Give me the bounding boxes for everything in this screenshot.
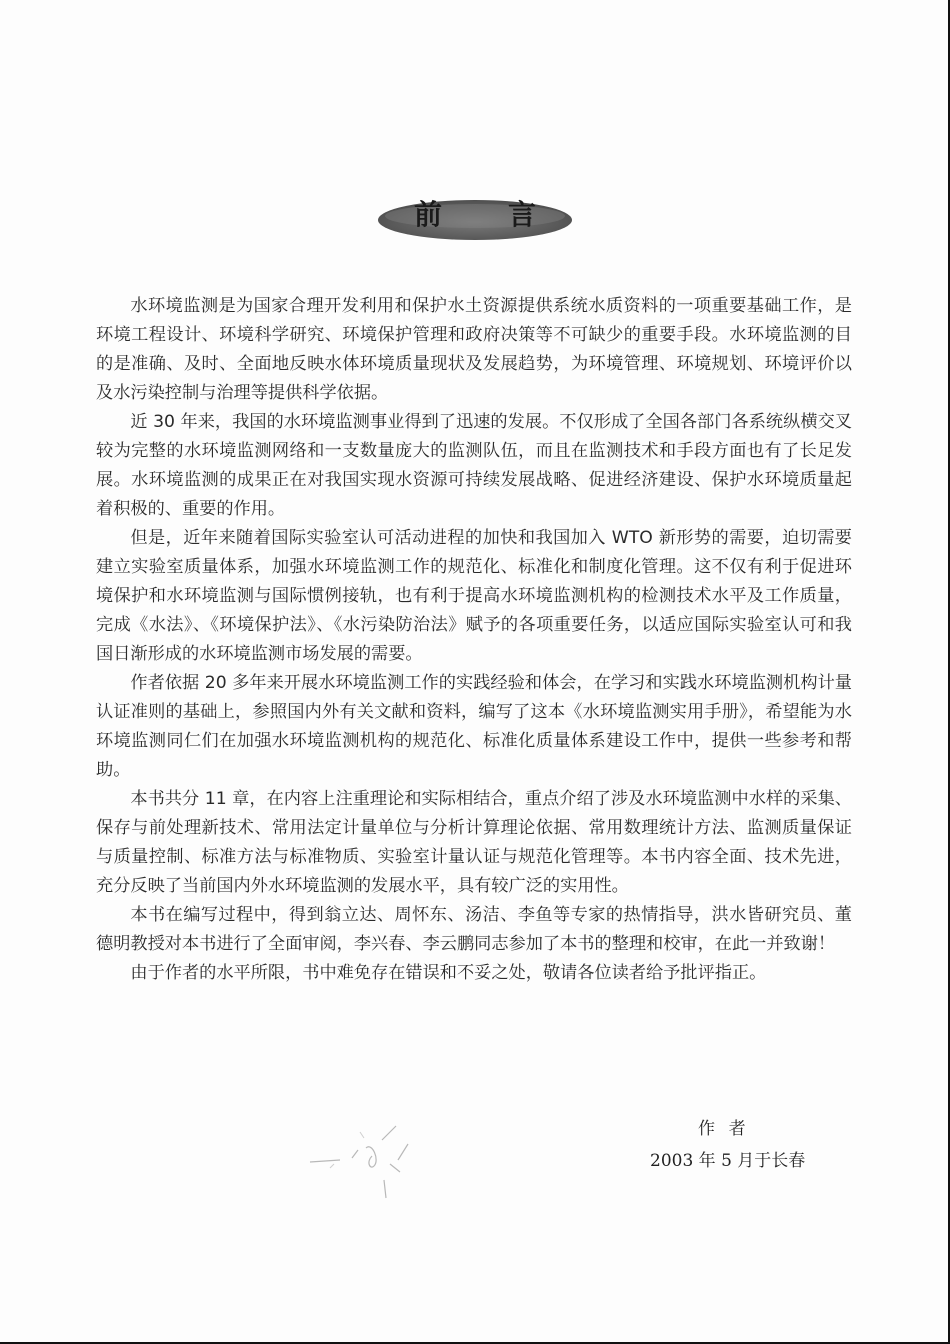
paragraph-3: 但是，近年来随着国际实验室认可活动进程的加快和我国加入 WTO 新形势的需要，迫切需要建立实验室质量体系，加强水环境监测工作的规范化、标准化和制度化管理。这不仅有利于促进环境保护和水环境监测与国际惯例接轨，也有利于提高水环境监测机构的检测技术水平及工作质量，完成《水法》、《环境保护法》、《水污染防治法》赋予的各项重要任务，以适应国际实验室认可和我国日渐形成的水环境监测市场发展的需要。 xyxy=(96,528,852,664)
title-char-1: 前 xyxy=(413,198,442,231)
paragraph-4: 作者依据 20 多年来开展水环境监测工作的实践经验和体会，在学习和实践水环境监测机构计量认证准则的基础上，参照国内外有关文献和资料，编写了这本《水环境监测实用手册》，希望能为水环境监测同仁们在加强水环境监测机构的规范化、标准化质量体系建设工作中，提供一些参考和帮助。 xyxy=(96,673,852,780)
signature-author: 作者 xyxy=(698,1119,760,1139)
paragraph-6: 本书在编写过程中，得到翁立达、周怀东、汤洁、李鱼等专家的热情指导，洪水皆研究员、董德明教授对本书进行了全面审阅，李兴春、李云鹏同志参加了本书的整理和校审，在此一并致谢！ xyxy=(96,905,852,954)
paragraph-2: 近 30 年来，我国的水环境监测事业得到了迅速的发展。不仅形成了全国各部门各系统纵横交叉较为完整的水环境监测网络和一支数量庞大的监测队伍，而且在监测技术和手段方面也有了长足发展。水环境监测的成果正在对我国实现水资源可持续发展战略、促进经济建设、保护水环境质量起着积极的、重要的作用。 xyxy=(96,412,852,519)
page-title xyxy=(376,184,574,242)
paragraph-1: 水环境监测是为国家合理开发利用和保护水土资源提供系统水质资料的一项重要基础工作，是环境工程设计、环境科学研究、环境保护管理和政府决策等不可缺少的重要手段。水环境监测的目的是准确、及时、全面地反映水体环境质量现状及发展趋势，为环境管理、环境规划、环境评价以及水污染控制与治理等提供科学依据。 xyxy=(96,296,852,403)
title-char-2: 言 xyxy=(508,198,537,231)
pencil-scribble-mark xyxy=(300,1120,440,1210)
signature-date: 2003 年 5 月于长春 xyxy=(650,1151,806,1171)
paragraph-5: 本书共分 11 章，在内容上注重理论和实际相结合，重点介绍了涉及水环境监测中水样的采集、保存与前处理新技术、常用法定计量单位与分析计算理论依据、常用数理统计方法、监测质量保证与质量控制、标准方法与标准物质、实验室计量认证与规范化管理等。本书内容全面、技术先进，充分反映了当前国内外水环境监测的发展水平，具有较广泛的实用性。 xyxy=(96,789,852,896)
paragraph-7: 由于作者的水平所限，书中难免存在错误和不妥之处，敬请各位读者给予批评指正。 xyxy=(130,963,767,983)
preface-title-badge xyxy=(376,184,574,242)
preface-body xyxy=(96,292,852,988)
signature-block xyxy=(640,1113,840,1177)
